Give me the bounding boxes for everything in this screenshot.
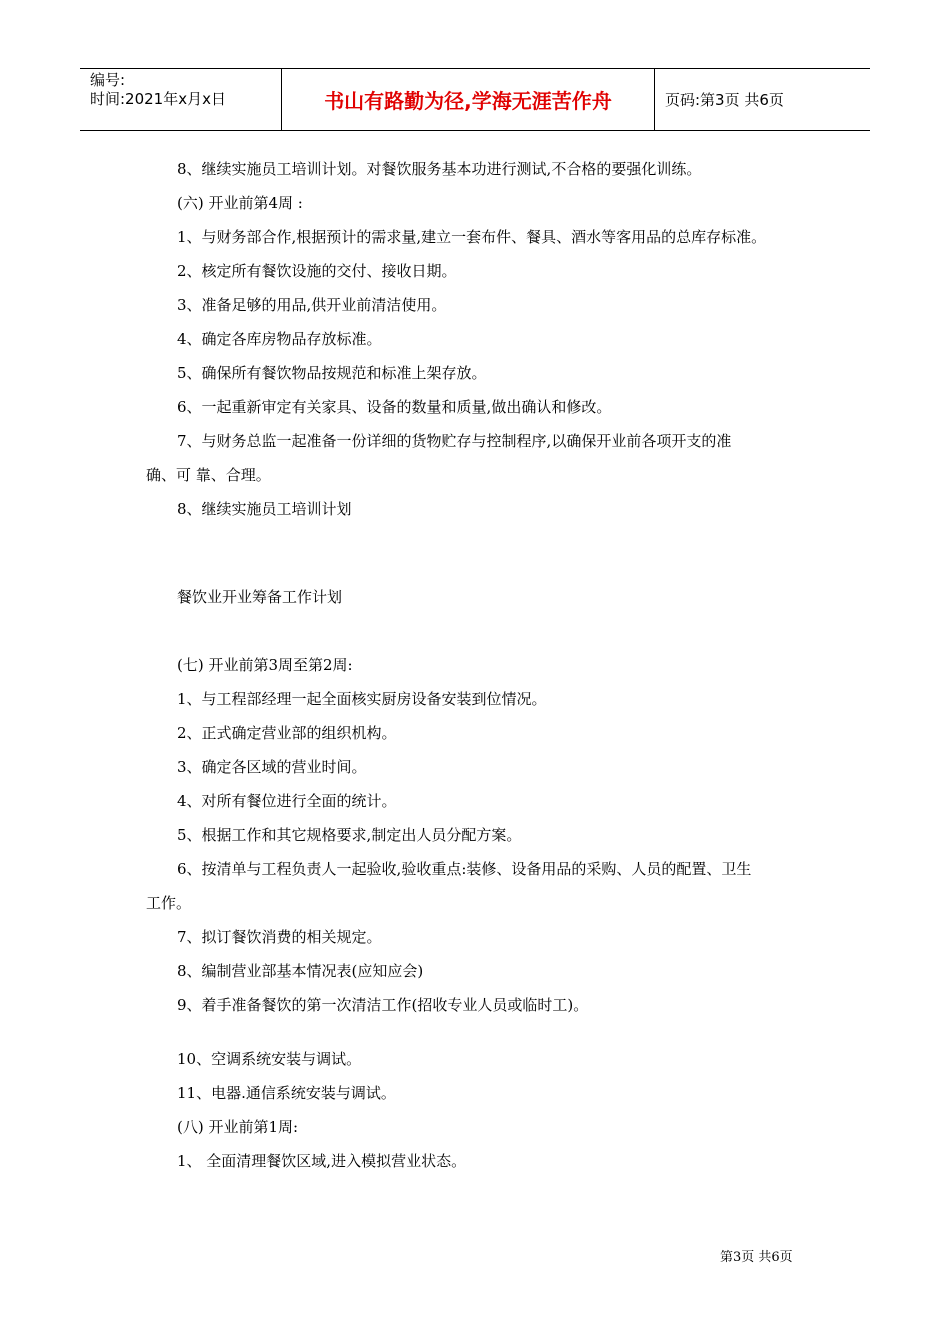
header-motto: 书山有路勤为径,学海无涯苦作舟 — [282, 69, 655, 130]
spacer — [146, 614, 826, 648]
paragraph-line: 2、核定所有餐饮设施的交付、接收日期。 — [177, 262, 457, 280]
spacer — [146, 1022, 826, 1042]
document-body — [146, 152, 826, 1178]
serial-label: 编号: — [90, 71, 126, 89]
section-heading: (八) 开业前第1周: — [177, 1118, 299, 1136]
header-page-label: 页码:第3页 共6页 — [665, 91, 784, 109]
paragraph-line: 4、确定各库房物品存放标准。 — [177, 330, 382, 348]
paragraph-line: 4、对所有餐位进行全面的统计。 — [177, 792, 397, 810]
paragraph-line: 1、 全面清理餐饮区域,进入模拟营业状态。 — [177, 1152, 467, 1170]
paragraph-line: 3、准备足够的用品,供开业前清洁使用。 — [177, 296, 447, 314]
page-footer: 第3页 共6页 — [720, 1250, 793, 1265]
paragraph-line-continued: 工作。 — [146, 894, 192, 912]
spacer — [146, 526, 826, 560]
paragraph-line: 11、电器.通信系统安装与调试。 — [177, 1084, 396, 1102]
page-header — [80, 68, 870, 131]
paragraph-line: 1、与财务部合作,根据预计的需求量,建立一套布件、餐具、酒水等客用品的总库存标准。 — [177, 228, 767, 246]
section-heading: (七) 开业前第3周至第2周: — [177, 656, 353, 674]
paragraph-line: 8、继续实施员工培训计划 — [177, 500, 352, 518]
paragraph-line-continued: 确、可 靠、合理。 — [146, 466, 271, 484]
paragraph-line: 7、拟订餐饮消费的相关规定。 — [177, 928, 382, 946]
time-label: 时间:2021年x月x日 — [90, 90, 226, 108]
header-meta — [80, 69, 282, 130]
document-title: 餐饮业开业筹备工作计划 — [177, 588, 343, 606]
paragraph-line: 1、与工程部经理一起全面核实厨房设备安装到位情况。 — [177, 690, 547, 708]
paragraph-line: 8、继续实施员工培训计划。对餐饮服务基本功进行测试,不合格的要强化训练。 — [177, 160, 702, 178]
paragraph-line: 2、正式确定营业部的组织机构。 — [177, 724, 397, 742]
paragraph-line: 5、确保所有餐饮物品按规范和标准上架存放。 — [177, 364, 487, 382]
paragraph-line: 10、空调系统安装与调试。 — [177, 1050, 362, 1068]
spacer — [146, 560, 826, 580]
paragraph-line: 8、编制营业部基本情况表(应知应会) — [177, 962, 424, 980]
paragraph-line: 3、确定各区域的营业时间。 — [177, 758, 367, 776]
paragraph-line: 9、着手准备餐饮的第一次清洁工作(招收专业人员或临时工)。 — [177, 996, 589, 1014]
paragraph-line: 6、按清单与工程负责人一起验收,验收重点:装修、设备用品的采购、人员的配置、卫生 — [177, 860, 752, 878]
paragraph-line: 5、根据工作和其它规格要求,制定出人员分配方案。 — [177, 826, 522, 844]
section-heading: (六) 开业前第4周 : — [177, 194, 303, 212]
paragraph-line: 7、与财务总监一起准备一份详细的货物贮存与控制程序,以确保开业前各项开支的准 — [177, 432, 732, 450]
paragraph-line: 6、一起重新审定有关家具、设备的数量和质量,做出确认和修改。 — [177, 398, 612, 416]
